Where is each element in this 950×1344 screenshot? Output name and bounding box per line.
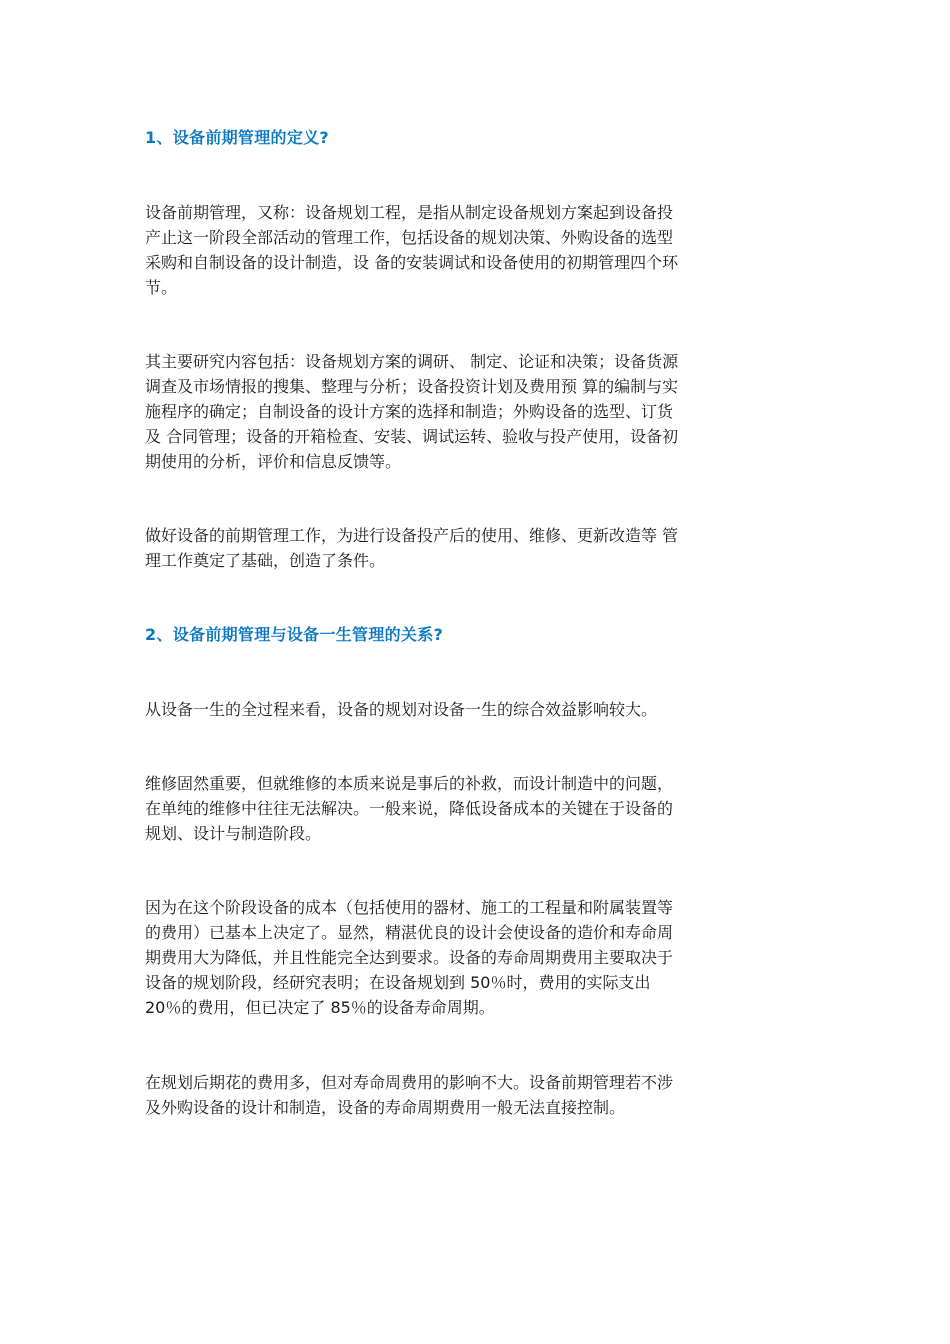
- text-line: 的费用）已基本上决定了。显然，精湛优良的设计会使设备的造价和寿命周: [145, 923, 674, 942]
- text-line: 调查及市场情报的搜集、整理与分析；设备投资计划及费用预 算的编制与实: [145, 377, 679, 396]
- text-line: 期使用的分析，评价和信息反馈等。: [145, 452, 402, 471]
- section1-paragraph-importance: [145, 523, 817, 573]
- text-line: 在规划后期花的费用多，但对寿命周费用的影响不大。设备前期管理若不涉: [145, 1073, 674, 1092]
- text-line: 做好设备的前期管理工作，为进行设备投产后的使用、维修、更新改造等 管: [145, 526, 679, 545]
- text-line: 20％的费用，但已决定了 85％的设备寿命周期。: [145, 998, 495, 1017]
- section2-paragraph-cost: [145, 895, 817, 1020]
- text-line: 理工作奠定了基础，创造了条件。: [145, 551, 386, 570]
- section1-paragraph-content: [145, 349, 817, 474]
- text-line: 其主要研究内容包括：设备规划方案的调研、 制定、论证和决策；设备货源: [145, 352, 679, 371]
- text-line: 采购和自制设备的设计制造，设 备的安装调试和设备使用的初期管理四个环: [145, 253, 679, 272]
- text-line: 规划、设计与制造阶段。: [145, 824, 322, 843]
- text-line: 节。: [145, 278, 178, 297]
- text-line: 及外购设备的设计和制造，设备的寿命周期费用一般无法直接控制。: [145, 1098, 626, 1117]
- section2-heading: 2、设备前期管理与设备一生管理的关系?: [145, 625, 444, 644]
- text-line: 产止这一阶段全部活动的管理工作，包括设备的规划决策、外购设备的选型: [145, 228, 674, 247]
- text-line: 设备前期管理，又称：设备规划工程，是指从制定设备规划方案起到设备投: [145, 203, 674, 222]
- text-line: 期费用大为降低，并且性能完全达到要求。设备的寿命周期费用主要取决于: [145, 948, 674, 967]
- text-line: 从设备一生的全过程来看，设备的规划对设备一生的综合效益影响较大。: [145, 700, 658, 719]
- text-line: 在单纯的维修中往往无法解决。一般来说，降低设备成本的关键在于设备的: [145, 799, 674, 818]
- text-line: 因为在这个阶段设备的成本（包括使用的器材、施工的工程量和附属装置等: [145, 898, 674, 917]
- section2-paragraph-maintenance: [145, 771, 817, 846]
- section1-paragraph-definition: [145, 200, 817, 300]
- text-line: 及 合同管理；设备的开箱检查、安装、调试运转、验收与投产使用，设备初: [145, 427, 679, 446]
- text-line: 施程序的确定；自制设备的设计方案的选择和制造；外购设备的选型、订货: [145, 402, 674, 421]
- section2-paragraph-later-stage: [145, 1070, 817, 1120]
- section2-paragraph-overview: [145, 697, 817, 722]
- text-line: 维修固然重要，但就维修的本质来说是事后的补救，而设计制造中的问题，: [145, 774, 674, 793]
- text-line: 设备的规划阶段，经研究表明；在设备规划到 50％时，费用的实际支出: [145, 973, 651, 992]
- section1-heading: 1、设备前期管理的定义?: [145, 128, 330, 147]
